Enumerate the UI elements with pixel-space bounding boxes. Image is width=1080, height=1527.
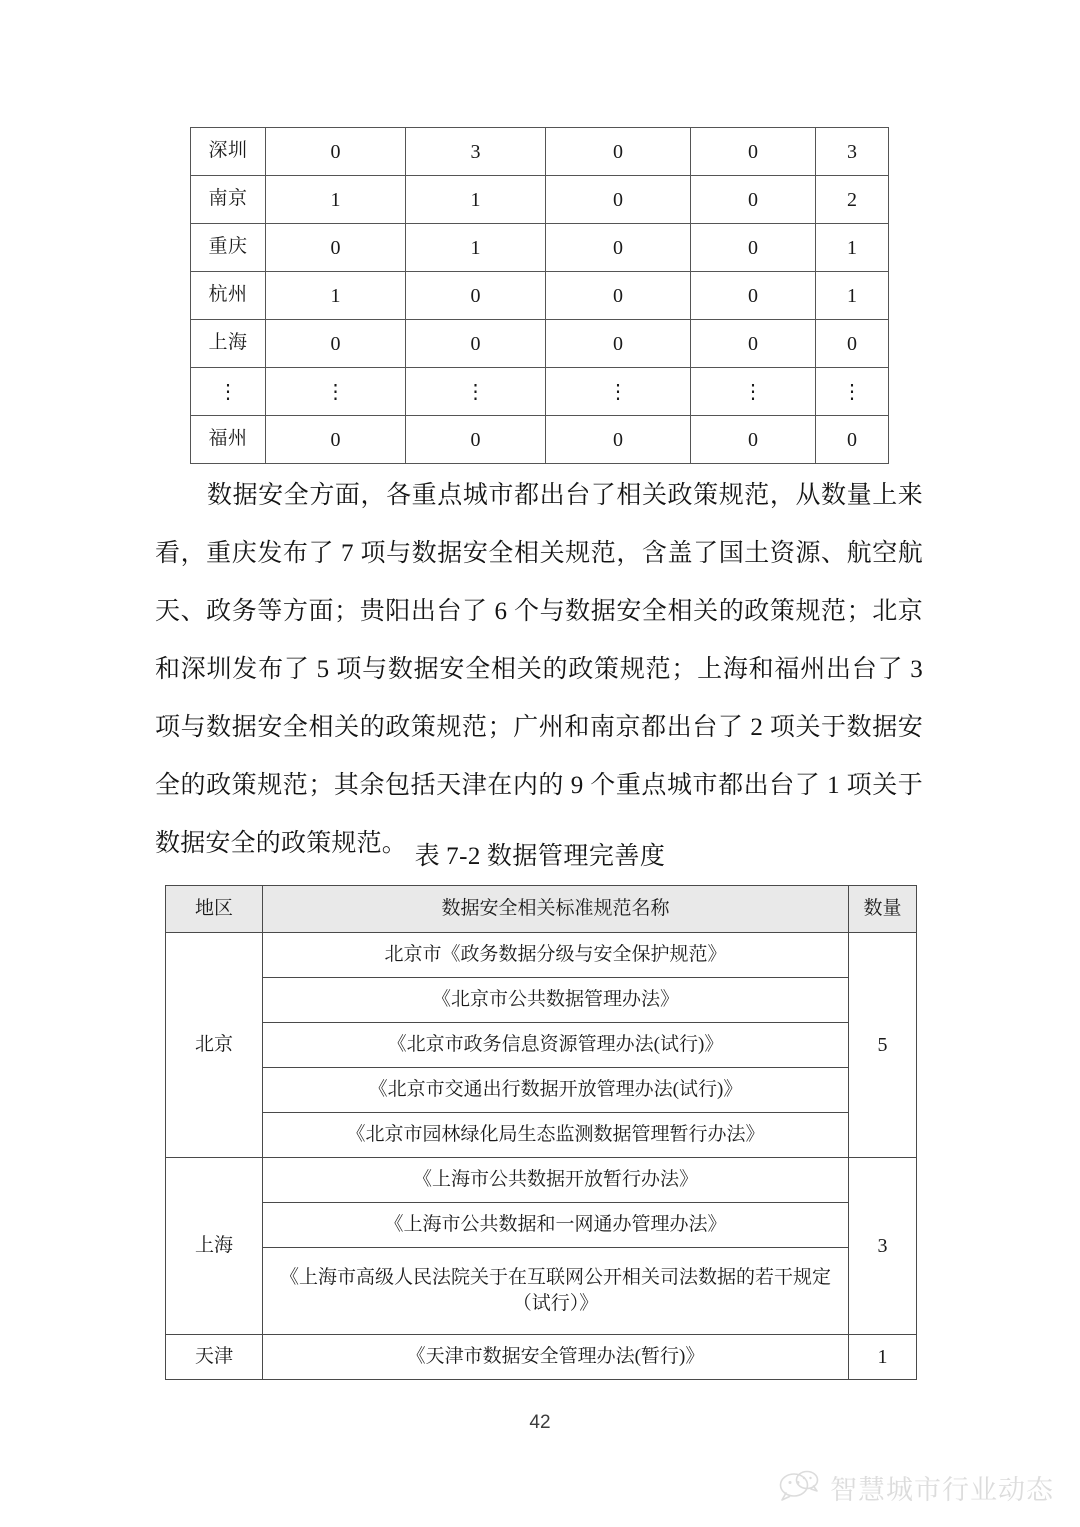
table-cell-value: 0	[816, 320, 889, 368]
table-caption	[0, 836, 1080, 872]
table-cell-value: 0	[266, 128, 406, 176]
table-cell-value: 2	[816, 176, 889, 224]
count-cell-beijing: 5	[849, 933, 917, 1158]
table-cell-value: 0	[816, 416, 889, 464]
table-row	[166, 933, 917, 978]
watermark	[778, 1468, 1054, 1507]
standard-name-cell: 《北京市政务信息资源管理办法(试行)》	[263, 1023, 849, 1068]
table-cell-value: 0	[691, 176, 816, 224]
region-cell-beijing: 北京	[166, 933, 263, 1158]
region-cell-shanghai: 上海	[166, 1158, 263, 1335]
table-cell-value: 1	[266, 272, 406, 320]
table-cell-value: 1	[266, 176, 406, 224]
watermark-text: 智慧城市行业动态	[830, 1475, 1054, 1505]
column-header-count: 数量	[849, 886, 917, 933]
table-two-container	[165, 885, 916, 1380]
table-cell-value: 1	[816, 224, 889, 272]
table-cell-value: 0	[691, 272, 816, 320]
table-cell-value: 1	[816, 272, 889, 320]
table-cell-value: 0	[546, 416, 691, 464]
wechat-bubbles-icon	[778, 1470, 820, 1506]
caption-number: 7-2	[446, 843, 481, 870]
table-cell-value: 0	[406, 272, 546, 320]
standard-name-cell	[263, 1248, 849, 1335]
data-management-maturity-table	[165, 885, 917, 1380]
table-cell-value: 3	[816, 128, 889, 176]
table-cell-value: 0	[266, 320, 406, 368]
caption-prefix: 表	[414, 843, 441, 870]
standard-name-cell: 《天津市数据安全管理办法(暂行)》	[263, 1335, 849, 1380]
table-cell-city: 重庆	[191, 224, 266, 272]
table-row	[191, 128, 889, 176]
table-row	[166, 1248, 917, 1335]
table-cell-city: 福州	[191, 416, 266, 464]
vertical-ellipsis-icon: ⋮	[816, 368, 889, 416]
table-row	[166, 1113, 917, 1158]
column-header-standard-name: 数据安全相关标准规范名称	[263, 886, 849, 933]
table-row	[191, 272, 889, 320]
table-cell-value: 0	[266, 224, 406, 272]
city-policy-counts-table	[190, 127, 889, 464]
table-row	[166, 1335, 917, 1380]
table-cell-value: 0	[406, 320, 546, 368]
table-row	[191, 224, 889, 272]
standard-name-cell: 《北京市园林绿化局生态监测数据管理暂行办法》	[263, 1113, 849, 1158]
table-cell-value: 0	[546, 176, 691, 224]
table-cell-value: 0	[546, 224, 691, 272]
standard-name-cell: 《上海市公共数据开放暂行办法》	[263, 1158, 849, 1203]
caption-title: 数据管理完善度	[486, 843, 666, 870]
standard-name-cell: 北京市《政务数据分级与安全保护规范》	[263, 933, 849, 978]
vertical-ellipsis-icon: ⋮	[546, 368, 691, 416]
table-cell-value: 0	[546, 128, 691, 176]
vertical-ellipsis-icon: ⋮	[406, 368, 546, 416]
table-one-container	[190, 127, 888, 464]
table-row	[166, 978, 917, 1023]
table-cell-value: 0	[691, 224, 816, 272]
table-header-row	[166, 886, 917, 933]
count-cell-shanghai: 3	[849, 1158, 917, 1335]
table-cell-city: 南京	[191, 176, 266, 224]
standard-name-cell: 《上海市公共数据和一网通办管理办法》	[263, 1203, 849, 1248]
table-cell-city: 深圳	[191, 128, 266, 176]
table-cell-value: 0	[406, 416, 546, 464]
table-cell-value: 1	[406, 176, 546, 224]
table-row	[191, 416, 889, 464]
table-row	[191, 320, 889, 368]
table-row	[191, 176, 889, 224]
table-cell-value: 0	[691, 416, 816, 464]
column-header-region: 地区	[166, 886, 263, 933]
table-cell-value: 0	[266, 416, 406, 464]
vertical-ellipsis-icon: ⋮	[191, 368, 266, 416]
vertical-ellipsis-icon: ⋮	[266, 368, 406, 416]
standard-name-line-1: 《上海市高级人民法院关于在互联网公开相关司法数据的若干规定	[279, 1267, 831, 1289]
table-cell-value: 0	[691, 320, 816, 368]
table-cell-value: 1	[406, 224, 546, 272]
table-cell-value: 0	[546, 272, 691, 320]
table-cell-city: 杭州	[191, 272, 266, 320]
table-row-ellipsis	[191, 368, 889, 416]
table-cell-city: 上海	[191, 320, 266, 368]
standard-name-line-2: （试行）》	[512, 1293, 599, 1314]
vertical-ellipsis-icon: ⋮	[691, 368, 816, 416]
table-cell-value: 3	[406, 128, 546, 176]
table-row	[166, 1023, 917, 1068]
body-paragraph: 数据安全方面，各重点城市都出台了相关政策规范，从数量上来看，重庆发布了 7 项与数据安全相关规范，含盖了国土资源、航空航天、政务等方面；贵阳出台了 6 个与数据安全相关的政策规范；北京和深圳发布了 5 项与数据安全相关的政策规范；上海和福州出台了 3 项与数据安全相关的政策规范；广州和南京都出台了 2 项关于数据安全的政策规范；其余包括天津在内的 9 个重点城市都出台了 1 项关于数据安全的政策规范。	[155, 482, 923, 857]
standard-name-cell: 《北京市交通出行数据开放管理办法(试行)》	[263, 1068, 849, 1113]
table-row	[166, 1203, 917, 1248]
table-row	[166, 1068, 917, 1113]
table-cell-value: 0	[546, 320, 691, 368]
page-number: 42	[529, 1412, 551, 1433]
region-cell-tianjin: 天津	[166, 1335, 263, 1380]
count-cell-tianjin: 1	[849, 1335, 917, 1380]
table-cell-value: 0	[691, 128, 816, 176]
standard-name-cell: 《北京市公共数据管理办法》	[263, 978, 849, 1023]
table-row	[166, 1158, 917, 1203]
